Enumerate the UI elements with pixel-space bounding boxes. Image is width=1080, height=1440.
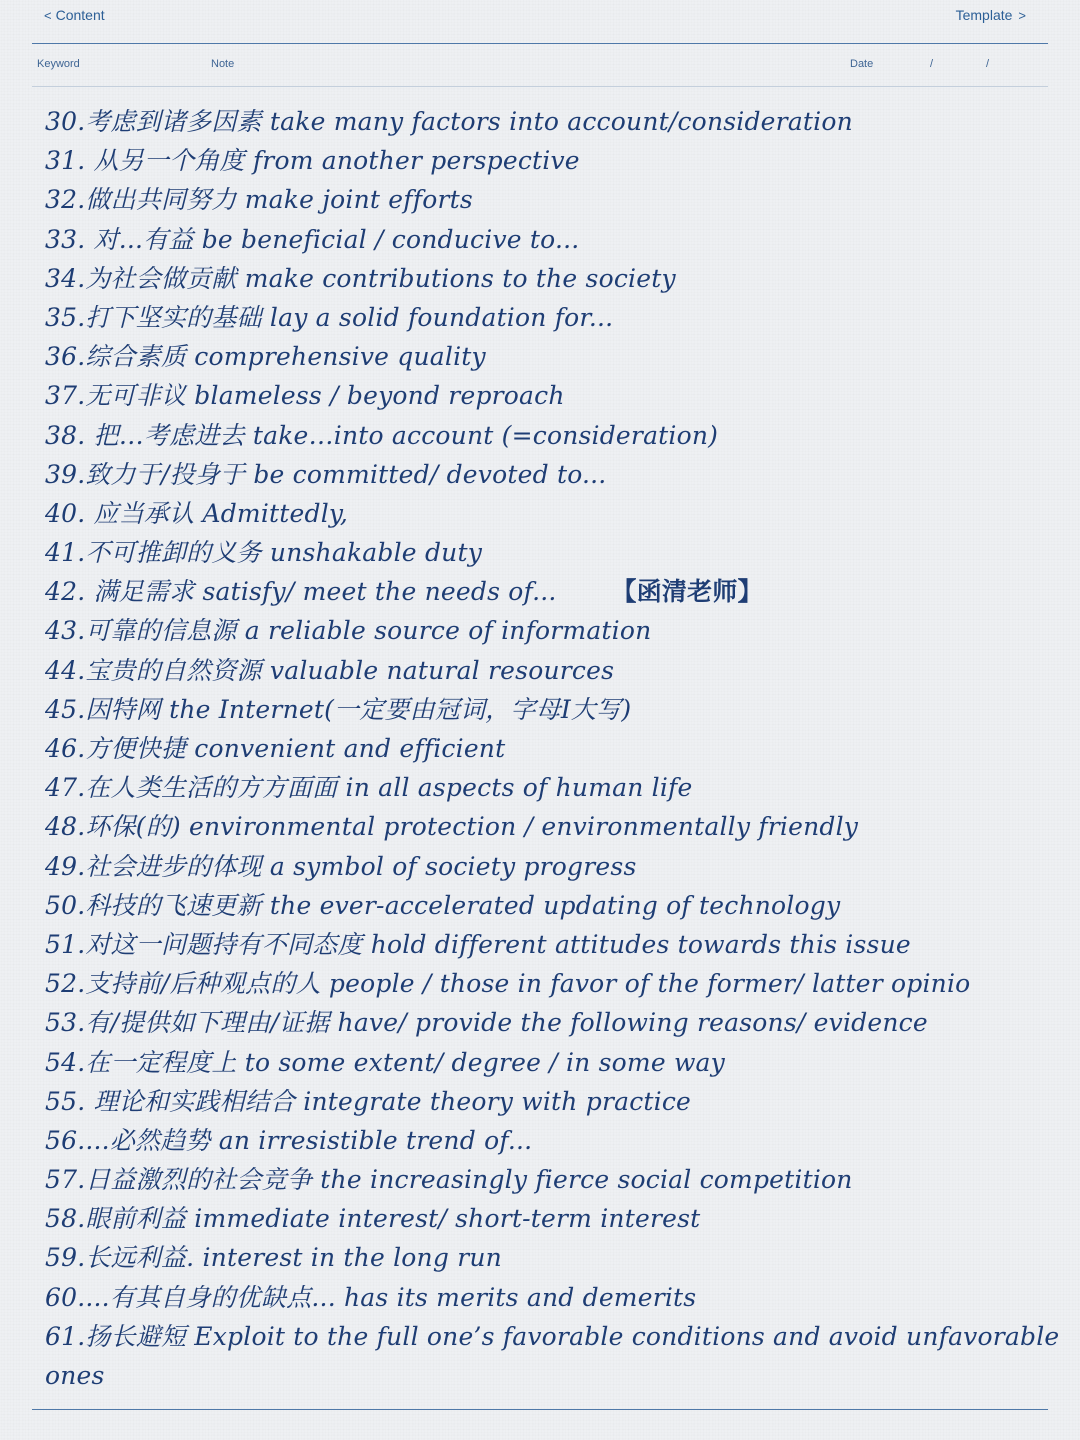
chevron-right-icon: > — [1018, 7, 1026, 23]
author-tag: 【函清老师】 — [611, 577, 763, 607]
date-separator-1: / — [930, 58, 934, 70]
list-item: 60....有其自身的优缺点... has its merits and demerits — [45, 1282, 697, 1312]
list-item: 32.做出共同努力 make joint efforts — [45, 185, 473, 215]
list-item: 52.支持前/后种观点的人 people / those in favor of the former/ latter opinio — [45, 969, 971, 999]
header-divider — [32, 43, 1048, 44]
list-item: 57.日益激烈的社会竞争 the increasingly fierce social competition — [45, 1165, 853, 1195]
list-item: 36.综合素质 comprehensive quality — [45, 342, 486, 372]
meta-divider — [32, 86, 1048, 87]
list-item: 54.在一定程度上 to some extent/ degree / in some way — [45, 1047, 725, 1077]
list-item: 55. 理论和实践相结合 integrate theory with practice — [45, 1086, 692, 1116]
list-item: 56....必然趋势 an irresistible trend of... — [45, 1125, 533, 1155]
list-item: 34.为社会做贡献 make contributions to the society — [45, 263, 676, 293]
list-item-with-tag — [45, 572, 1080, 611]
note-meta-row — [0, 58, 1080, 74]
list-item: 30.考虑到诸多因素 take many factors into account/consideration — [45, 107, 853, 136]
list-item: 35.打下坚实的基础 lay a solid foundation for... — [45, 302, 614, 332]
template-button[interactable] — [956, 7, 1026, 23]
list-item: 39.致力于/投身于 be committed/ devoted to... — [45, 459, 607, 489]
keyword-label: Keyword — [37, 58, 80, 70]
list-item: 43.可靠的信息源 a reliable source of information — [45, 616, 652, 646]
list-item: 59.长远利益. interest in the long run — [45, 1243, 502, 1273]
list-item: 48.环保(的) environmental protection / environmentally friendly — [45, 812, 859, 842]
footer-divider — [32, 1409, 1048, 1410]
list-item: 51.对这一问题持有不同态度 hold different attitudes towards this issue — [45, 929, 911, 959]
list-item: 31. 从另一个角度 from another perspective — [45, 146, 580, 176]
note-label: Note — [211, 58, 235, 70]
list-item-text: 42. 满足需求 satisfy/ meet the needs of... — [45, 577, 557, 607]
list-item: 40. 应当承认 Admittedly, — [45, 498, 349, 528]
top-bar — [0, 0, 1080, 34]
list-item: 33. 对...有益 be beneficial / conducive to... — [45, 224, 580, 254]
list-item: 53.有/提供如下理由/证据 have/ provide the following reasons/ evidence — [45, 1008, 928, 1038]
list-item: 49.社会进步的体现 a symbol of society progress — [45, 851, 637, 881]
chevron-left-icon: < — [44, 7, 52, 23]
template-label: Template — [955, 7, 1013, 23]
list-item: 58.眼前利益 immediate interest/ short-term interest — [45, 1204, 701, 1234]
list-item: 61.扬长避短 Exploit to the full one’s favorable conditions and avoid unfavorable ones — [45, 1321, 1060, 1391]
date-label: Date — [850, 58, 874, 70]
back-label: Content — [55, 7, 105, 23]
list-item: 50.科技的飞速更新 the ever-accelerated updating of technology — [45, 890, 841, 920]
list-item: 45.因特网 the Internet(一定要由冠词，字母I大写) — [45, 694, 632, 724]
phrase-list — [45, 102, 1080, 1395]
list-item: 41.不可推卸的义务 unshakable duty — [45, 538, 483, 568]
list-item: 38. 把…考虑进去 take…into account (=consideration) — [45, 420, 719, 450]
date-separator-2: / — [986, 58, 990, 70]
back-to-content-button[interactable] — [44, 7, 105, 23]
list-item: 47.在人类生活的方方面面 in all aspects of human life — [45, 773, 693, 803]
list-item: 44.宝贵的自然资源 valuable natural resources — [45, 655, 615, 685]
list-item: 46.方便快捷 convenient and efficient — [45, 734, 506, 763]
list-item: 37.无可非议 blameless / beyond reproach — [45, 381, 565, 411]
